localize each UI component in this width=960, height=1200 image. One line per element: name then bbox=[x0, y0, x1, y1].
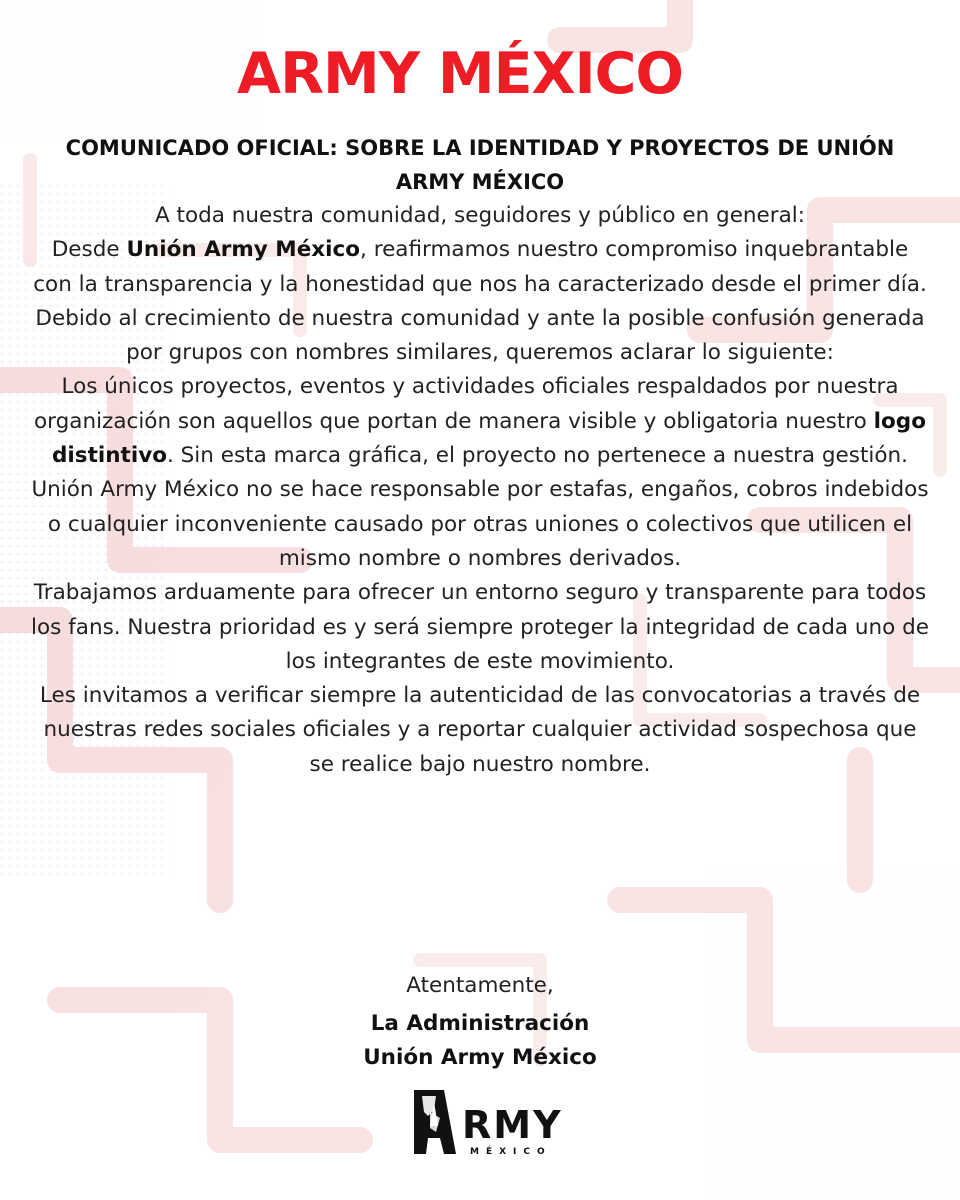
greeting: A toda nuestra comunidad, seguidores y público en general: bbox=[154, 203, 806, 228]
signature-block bbox=[0, 973, 960, 1075]
signature-line-2: Unión Army México bbox=[363, 1045, 597, 1070]
paragraph-3: Unión Army México no se hace responsable por estafas, engaños, cobros indebidos o cualquier inconveniente causado por otras uniones o colectivos que utilicen el mismo nombre o nombres derivados. bbox=[31, 477, 929, 571]
union-name-emphasis: Unión Army México bbox=[126, 237, 361, 263]
logo-sub-text: MÉXICO bbox=[470, 1147, 552, 1157]
paragraph-4: Trabajamos arduamente para ofrecer un entorno seguro y transparente para todos los fans. Nuestra prioridad es y será siempre proteger la integridad de cada uno de los integrantes de este movimiento. bbox=[31, 580, 929, 674]
statement-body bbox=[30, 199, 930, 782]
logo-main-text: RMY bbox=[462, 1103, 563, 1147]
statement-heading: COMUNICADO OFICIAL: SOBRE LA IDENTIDAD Y PROYECTOS DE UNIÓN ARMY MÉXICO bbox=[65, 136, 895, 194]
page-title: ARMY MÉXICO bbox=[237, 41, 683, 107]
army-mexico-logo bbox=[410, 1082, 590, 1162]
closing: Atentamente, bbox=[406, 973, 554, 998]
logo-emphasis: logo distintivo bbox=[52, 408, 926, 469]
paragraph-5: Les invitamos a verificar siempre la autenticidad de las convocatorias a través de nuestras redes sociales oficiales y a reportar cualquier actividad sospechosa que se realice bajo nuestro nombre. bbox=[39, 683, 921, 777]
signature-line-1: La Administración bbox=[370, 1011, 590, 1036]
paragraph-2: Los únicos proyectos, eventos y actividades oficiales respaldados por nuestra organización son aquellos que portan de manera visible y obligatoria nuestro logo distintivo. Sin esta marca gráfica, el proyecto no pertenece a nuestra gestión. bbox=[34, 374, 926, 469]
paragraph-1: Desde Unión Army México, reafirmamos nuestro compromiso inquebrantable con la transparencia y la honestidad que nos ha caracterizado desde el primer día. Debido al crecimiento de nuestra comunidad y ante la posible confusión generada por grupos con nombres similares, queremos aclarar lo siguiente: bbox=[33, 237, 927, 366]
